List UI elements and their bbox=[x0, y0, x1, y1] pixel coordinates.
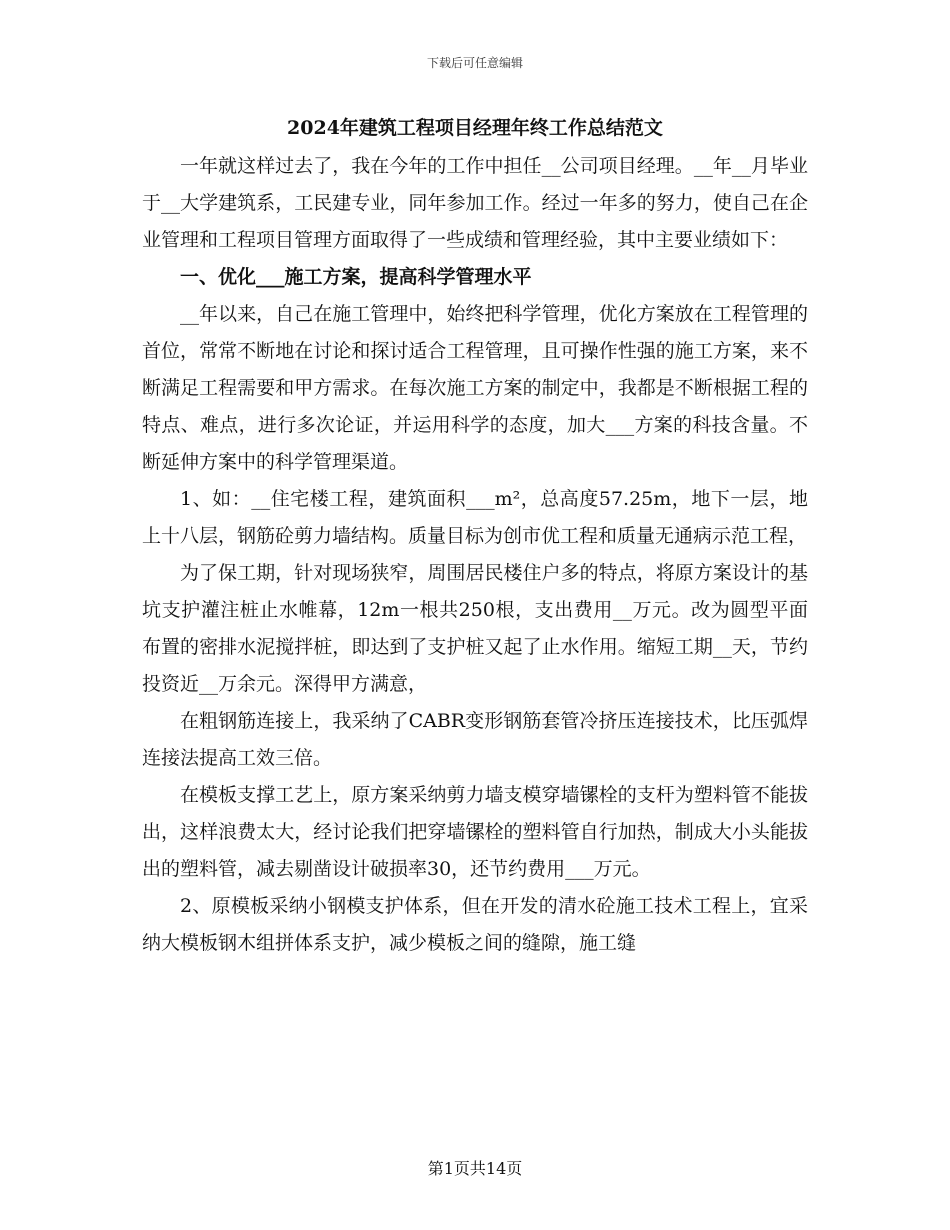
section-heading: 一、优化___施工方案，提高科学管理水平 bbox=[180, 266, 532, 288]
body-paragraph: __年以来，自己在施工管理中，始终把科学管理，优化方案放在工程管理的首位，常常不断地在讨论和探讨适合工程管理，且可操作性强的施工方案，来不断满足工程需要和甲方需求。在每次施工方案的制定中，我都是不断根据工程的特点、难点，进行多次论证，并运用科学的态度，加大___方案的科技含量。不断延伸方案中的科学管理渠道。 bbox=[142, 303, 808, 473]
body-paragraph: 为了保工期，针对现场狭窄，周围居民楼住户多的特点，将原方案设计的基坑支护灌注桩止水帷幕，12m一根共250根，支出费用__万元。改为圆型平面布置的密排水泥搅拌桩，即达到了支护桩又起了止水作用。缩短工期__天，节约投资近__万余元。深得甲方满意， bbox=[142, 562, 808, 695]
page-number: 第1页共14页 bbox=[427, 1159, 523, 1178]
header-note: 下载后可任意编辑 bbox=[426, 56, 523, 70]
body-paragraph: 在粗钢筋连接上，我采纳了CABR变形钢筋套管冷挤压连接技术，比压弧焊连接法提高工效三倍。 bbox=[142, 710, 808, 769]
document-title: 2024年建筑工程项目经理年终工作总结范文 bbox=[287, 117, 663, 139]
document-body bbox=[142, 148, 808, 962]
body-paragraph: 2、原模板采纳小钢模支护体系，但在开发的清水砼施工技术工程上，宜采纳大模板钢木组拼体系支护，减少模板之间的缝隙，施工缝 bbox=[142, 895, 808, 954]
intro-paragraph: 一年就这样过去了，我在今年的工作中担任__公司项目经理。__年__月毕业于__大学建筑系，工民建专业，同年参加工作。经过一年多的努力，使自己在企业管理和工程项目管理方面取得了一些成绩和管理经验，其中主要业绩如下： bbox=[142, 155, 808, 251]
body-paragraph: 在模板支撑工艺上，原方案采纳剪力墙支模穿墙镙栓的支杆为塑料管不能拔出，这样浪费太大，经讨论我们把穿墙镙栓的塑料管自行加热，制成大小头能拔出的塑料管，减去剔凿设计破损率30，还节约费用___万元。 bbox=[142, 784, 808, 880]
body-paragraph: 1、如：__住宅楼工程，建筑面积___m²，总高度57.25m，地下一层，地上十八层，钢筋砼剪力墙结构。质量目标为创市优工程和质量无通病示范工程， bbox=[142, 488, 808, 547]
